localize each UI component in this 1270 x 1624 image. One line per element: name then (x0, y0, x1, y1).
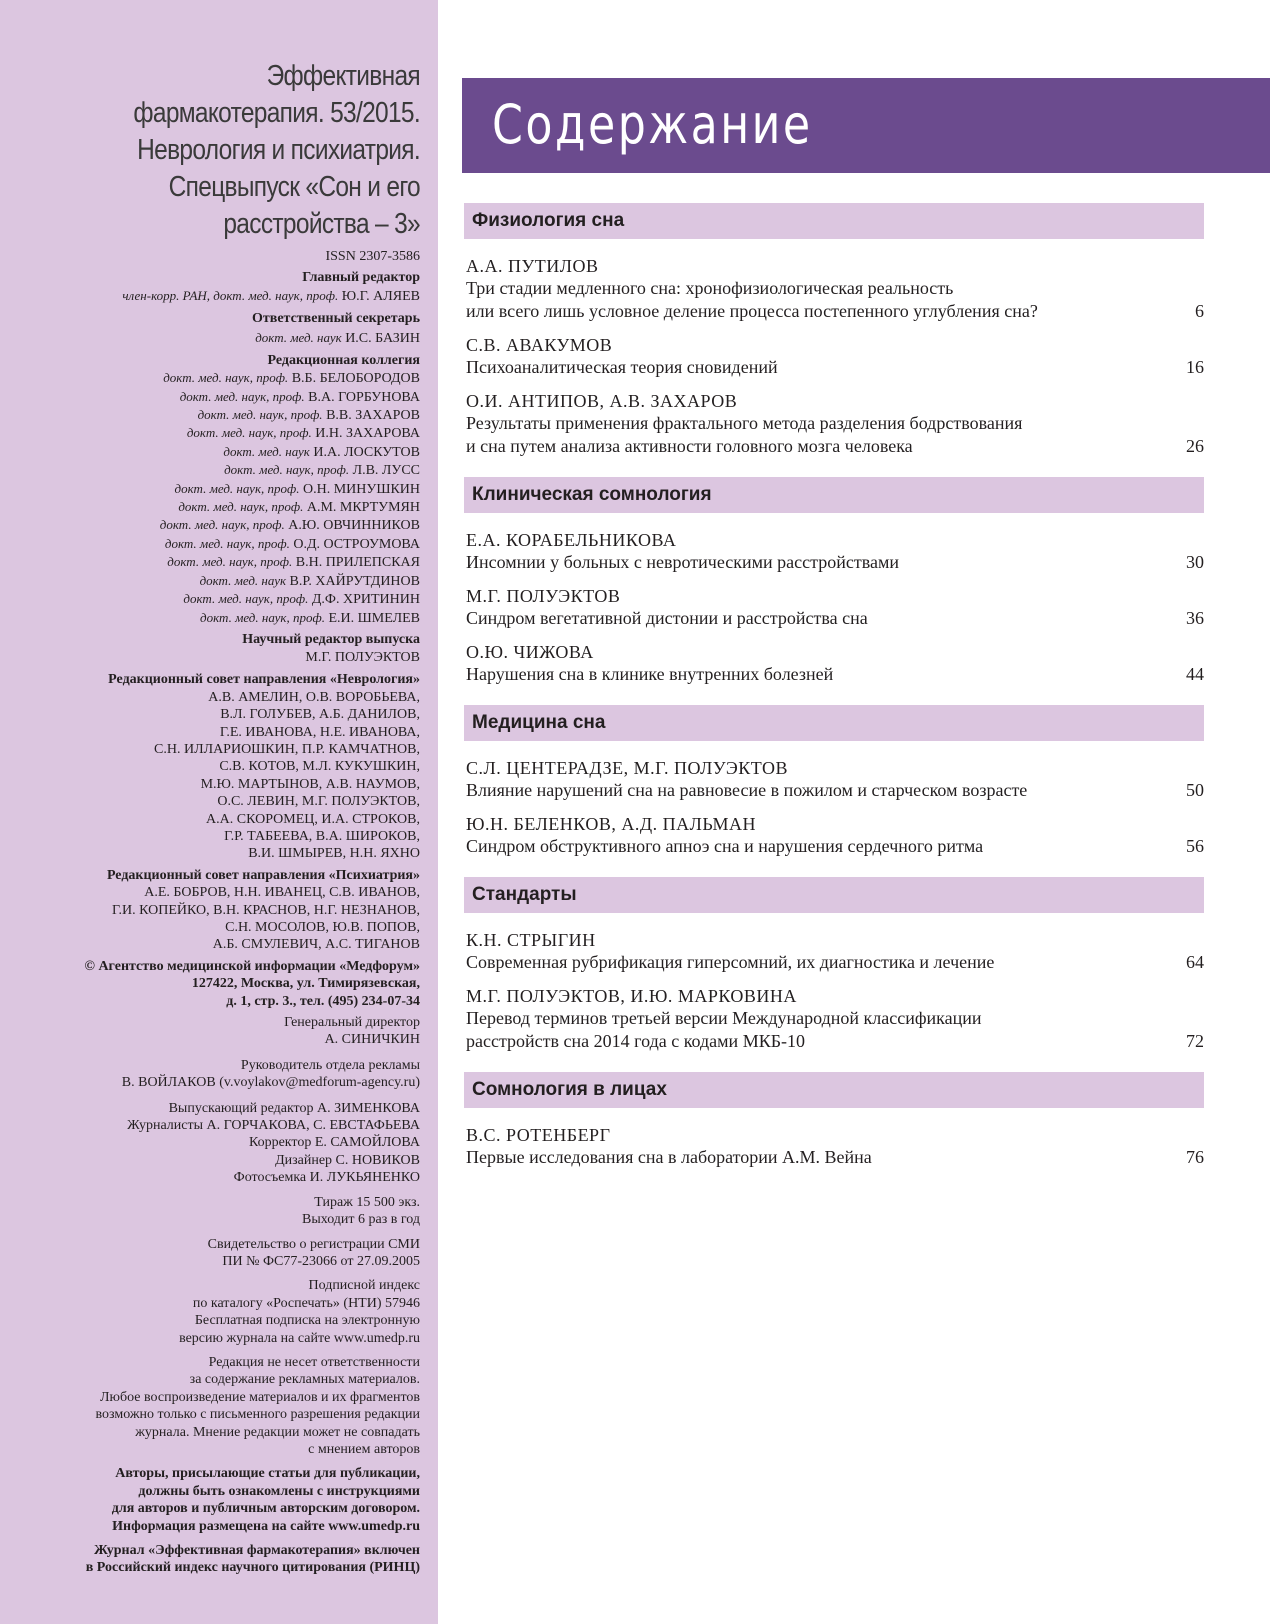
board-member (20, 609, 420, 627)
board-member (20, 406, 420, 424)
entry-authors: О.И. АНТИПОВ, А.В. ЗАХАРОВ (466, 391, 738, 411)
entry-authors: С.В. АВАКУМОВ (466, 335, 613, 355)
entry-authors: С.Л. ЦЕНТЕРАДЗЕ, М.Г. ПОЛУЭКТОВ (466, 758, 788, 778)
entry-page: 76 (1186, 1147, 1204, 1167)
subscription-line: Подписной индекс (308, 1278, 420, 1294)
subscription-line: версию журнала на сайте www.umedp.ru (179, 1330, 420, 1346)
toc-header (462, 78, 1270, 173)
disclaimer-line: возможно только с письменного разрешения редакции (95, 1407, 420, 1423)
entry-title: Влияние нарушений сна на равновесие в пожилом и старческом возрасте (466, 780, 1028, 800)
board-member-name: Е.И. ШМЕЛЕВ (328, 610, 420, 626)
entry-title: Перевод терминов третьей версии Международной классификации расстройств сна 2014 года с кодами МКБ-10 (466, 1008, 982, 1051)
publisher-line: © Агентство медицинской информации «Медфорум» (84, 958, 420, 974)
toc-entry[interactable] (464, 255, 1204, 323)
board-member-title: докт. мед. наук, проф. (200, 609, 325, 625)
chief-editor-name: Ю.Г. АЛЯЕВ (341, 289, 420, 305)
board-member (20, 480, 420, 498)
staff-line: Выпускающий редактор А. ЗИМЕНКОВА (168, 1100, 420, 1116)
entry-authors: М.Г. ПОЛУЭКТОВ (466, 586, 621, 606)
general-director-name: А. СИНИЧКИН (324, 1032, 420, 1048)
council-line: А.В. АМЕЛИН, О.В. ВОРОБЬЕВА, (208, 689, 420, 705)
imprint-content (20, 58, 420, 1577)
authors-note-line: должны быть ознакомлены с инструкциями (138, 1483, 420, 1499)
board-member-title: докт. мед. наук, проф. (186, 425, 312, 441)
board-member-name: О.Н. МИНУШКИН (303, 481, 420, 497)
council-line: А.Е. БОБРОВ, Н.Н. ИВАНЕЦ, С.В. ИВАНОВ, (144, 885, 420, 901)
disclaimer-line: за содержание рекламных материалов. (189, 1372, 420, 1388)
section-heading: Физиология сна (464, 203, 1204, 239)
entry-title: Три стадии медленного сна: хронофизиологическая реальность или всего лишь условное деление процесса постепенного углубления сна? (466, 278, 1038, 321)
board-member-name: И.А. ЛОСКУТОВ (313, 444, 420, 460)
secretary-name: И.С. БАЗИН (345, 330, 420, 346)
entry-title: Синдром обструктивного апноэ сна и нарушения сердечного ритма (466, 836, 984, 856)
board-member-title: докт. мед. наук (223, 443, 310, 459)
section-entries (464, 1108, 1204, 1188)
disclaimer-line: журнала. Мнение редакции может не совпадать (135, 1424, 420, 1440)
authors-note-line: Информация размещена на сайте www.umedp.ru (112, 1518, 420, 1534)
toc-entry[interactable] (464, 1124, 1204, 1169)
council-line: В.И. ШМЫРЕВ, Н.Н. ЯХНО (248, 846, 420, 862)
board-member-title: докт. мед. наук, проф. (178, 499, 304, 515)
toc-entry[interactable] (464, 390, 1204, 458)
disclaimer-line: с мнением авторов (308, 1441, 420, 1457)
authors-note-line: для авторов и публичным авторским договором. (111, 1501, 420, 1517)
subscription-block (20, 1277, 420, 1347)
staff-block (20, 1100, 420, 1187)
council-psychiatry (20, 867, 420, 954)
section-entries (464, 741, 1204, 877)
ads-line: Руководитель отдела рекламы (240, 1057, 420, 1073)
board-member-name: Д.Ф. ХРИТИНИН (311, 592, 420, 608)
board-member-name: В.Б. БЕЛОБОРОДОВ (291, 371, 420, 387)
subscription-line: Бесплатная подписка на электронную (194, 1313, 420, 1329)
staff-line: Корректор Е. САМОЙЛОВА (248, 1135, 420, 1151)
entry-authors: Е.А. КОРАБЕЛЬНИКОВА (466, 530, 677, 550)
toc-entry[interactable] (464, 985, 1204, 1053)
entry-title: Первые исследования сна в лаборатории А.М. Вейна (466, 1147, 872, 1167)
registration-line: ПИ № ФС77-23066 от 27.09.2005 (222, 1253, 420, 1269)
entry-title: Современная рубрификация гиперсомний, их диагностика и лечение (466, 952, 995, 972)
entry-page: 6 (1195, 301, 1204, 321)
board-member-title: докт. мед. наук, проф. (197, 407, 323, 423)
entry-authors: О.Ю. ЧИЖОВА (466, 642, 594, 662)
secretary-title: докт. мед. наук (255, 329, 342, 345)
board-member-title: докт. мед. наук, проф. (174, 480, 300, 496)
general-director-block (20, 1014, 420, 1049)
secretary-block (20, 310, 420, 347)
entry-authors: В.С. РОТЕНБЕРГ (466, 1125, 611, 1145)
board-member-title: докт. мед. наук, проф. (183, 591, 309, 607)
entry-authors: А.А. ПУТИЛОВ (466, 256, 599, 276)
entry-page: 56 (1186, 836, 1204, 856)
general-director-label: Генеральный директор (284, 1015, 420, 1031)
entry-title: Нарушения сна в клинике внутренних болезней (466, 664, 834, 684)
imprint-sidebar (0, 0, 438, 1624)
science-editor-label: Научный редактор выпуска (242, 631, 420, 647)
council-neurology (20, 671, 420, 862)
council-line: С.Н. ИЛЛАРИОШКИН, П.Р. КАМЧАТНОВ, (154, 741, 420, 757)
section-entries (464, 513, 1204, 705)
chief-editor-block (20, 269, 420, 306)
entry-authors: К.Н. СТРЫГИН (466, 930, 596, 950)
registration-block (20, 1236, 420, 1271)
board-member-title: докт. мед. наук, проф. (159, 517, 285, 533)
journal-title: Эффективная фармакотерапия. 53/2015. Неврология и психиатрия. Спецвыпуск «Сон и его расстройства – 3» (133, 60, 420, 240)
authors-note-block (20, 1465, 420, 1535)
board-member (20, 498, 420, 516)
board-member (20, 443, 420, 461)
disclaimer-line: Любое воспроизведение материалов и их фрагментов (100, 1389, 420, 1405)
index-note-line: в Российский индекс научного цитирования (РИНЦ) (85, 1560, 420, 1576)
board-member-title: докт. мед. наук (199, 572, 287, 588)
publisher-block (20, 958, 420, 1010)
board-member (20, 424, 420, 442)
board-label: Редакционная коллегия (267, 352, 420, 368)
chief-editor-title: член-корр. РАН, докт. мед. наук, проф. (122, 288, 339, 304)
publisher-line: д. 1, стр. 3., тел. (495) 234-07-34 (226, 993, 420, 1009)
toc-entry[interactable] (464, 585, 1204, 630)
board-member (20, 516, 420, 534)
science-editor-name: М.Г. ПОЛУЭКТОВ (305, 650, 420, 666)
issn: ISSN 2307-3586 (325, 249, 420, 264)
section-entries (464, 913, 1204, 1072)
entry-title: Результаты применения фрактального метода разделения бодрствования и сна путем анализа активности головного мозга человека (466, 413, 1023, 456)
council-neurology-label: Редакционный совет направления «Неврология» (108, 672, 420, 688)
ads-block (20, 1057, 420, 1092)
section-heading: Медицина сна (464, 705, 1204, 741)
board-member (20, 461, 420, 479)
council-line: О.С. ЛЕВИН, М.Г. ПОЛУЭКТОВ, (217, 794, 420, 810)
board-member-title: докт. мед. наук, проф. (179, 388, 305, 404)
council-line: Г.Р. ТАБЕЕВА, В.А. ШИРОКОВ, (224, 828, 420, 844)
disclaimer-line: Редакция не несет ответственности (208, 1354, 420, 1370)
board-member-name: И.Н. ЗАХАРОВА (315, 426, 420, 442)
entry-authors: М.Г. ПОЛУЭКТОВ, И.Ю. МАРКОВИНА (466, 986, 797, 1006)
entry-page: 36 (1186, 608, 1204, 628)
subscription-line: по каталогу «Роспечать» (НТИ) 57946 (192, 1295, 420, 1311)
index-note-block (20, 1542, 420, 1577)
entry-authors: Ю.Н. БЕЛЕНКОВ, А.Д. ПАЛЬМАН (466, 814, 756, 834)
council-line: Г.Е. ИВАНОВА, Н.Е. ИВАНОВА, (219, 724, 420, 740)
board-member-title: докт. мед. наук, проф. (163, 370, 289, 386)
board-member (20, 590, 420, 608)
council-line: А.А. СКОРОМЕЦ, И.А. СТРОКОВ, (206, 811, 420, 827)
table-of-contents (464, 203, 1204, 1188)
circulation-line: Выходит 6 раз в год (301, 1212, 420, 1228)
circulation-block (20, 1194, 420, 1229)
chief-editor-label: Главный редактор (302, 270, 420, 285)
council-psychiatry-label: Редакционный совет направления «Психиатрия» (106, 867, 420, 883)
entry-title: Инсомнии у больных с невротическими расстройствами (466, 552, 899, 572)
entry-page: 50 (1186, 780, 1204, 800)
entry-page: 72 (1186, 1031, 1204, 1051)
entry-page: 44 (1186, 664, 1204, 684)
toc-title: Содержание (492, 93, 813, 156)
board-member-name: Л.В. ЛУСС (352, 463, 420, 479)
board-member-title: докт. мед. наук, проф. (164, 535, 290, 551)
toc-entry[interactable] (464, 757, 1204, 802)
authors-note-line: Авторы, присылающие статьи для публикации, (115, 1466, 420, 1482)
ads-line: В. ВОЙЛАКОВ (v.voylakov@medforum-agency.ru) (121, 1075, 420, 1091)
staff-line: Журналисты А. ГОРЧАКОВА, С. ЕВСТАФЬЕВА (127, 1118, 420, 1134)
editorial-board (20, 352, 420, 627)
board-member-name: В.Р. ХАЙРУТДИНОВ (289, 573, 420, 589)
entry-page: 16 (1186, 357, 1204, 377)
section-heading: Сомнология в лицах (464, 1072, 1204, 1108)
entry-page: 30 (1186, 552, 1204, 572)
entry-page: 64 (1186, 952, 1204, 972)
board-member-title: докт. мед. наук, проф. (224, 462, 350, 478)
board-member-name: В.А. ГОРБУНОВА (308, 389, 420, 405)
science-editor-block (20, 631, 420, 667)
index-note-line: Журнал «Эффективная фармакотерапия» включен (93, 1543, 420, 1558)
chief-editor (20, 287, 420, 306)
board-member (20, 553, 420, 571)
toc-entry[interactable] (464, 813, 1204, 858)
board-member (20, 369, 420, 387)
toc-entry[interactable] (464, 641, 1204, 686)
board-member (20, 535, 420, 553)
section-heading: Клиническая сомнология (464, 477, 1204, 513)
secretary-label: Ответственный секретарь (252, 311, 420, 327)
section-heading: Стандарты (464, 877, 1204, 913)
board-member (20, 388, 420, 406)
entry-title: Синдром вегетативной дистонии и расстройства сна (466, 608, 868, 628)
secretary (20, 329, 420, 348)
council-line: М.Ю. МАРТЫНОВ, А.В. НАУМОВ, (200, 776, 420, 792)
board-member-name: А.М. МКРТУМЯН (306, 500, 420, 516)
entry-page: 26 (1186, 436, 1204, 456)
board-member-name: В.В. ЗАХАРОВ (326, 408, 420, 424)
council-line: С.В. КОТОВ, М.Л. КУКУШКИН, (219, 759, 420, 775)
council-line: С.Н. МОСОЛОВ, Ю.В. ПОПОВ, (225, 920, 420, 935)
council-line: В.Л. ГОЛУБЕВ, А.Б. ДАНИЛОВ, (220, 707, 420, 723)
staff-line: Дизайнер С. НОВИКОВ (275, 1152, 420, 1168)
staff-line: Фотосъемка И. ЛУКЬЯНЕНКО (233, 1170, 420, 1186)
board-member-name: В.Н. ПРИЛЕПСКАЯ (295, 555, 420, 571)
council-line: А.Б. СМУЛЕВИЧ, А.С. ТИГАНОВ (212, 937, 420, 953)
registration-line: Свидетельство о регистрации СМИ (207, 1236, 420, 1252)
board-member-name: О.Д. ОСТРОУМОВА (293, 536, 420, 552)
toc-entry[interactable] (464, 529, 1204, 574)
board-member-name: А.Ю. ОВЧИННИКОВ (288, 518, 420, 534)
entry-title: Психоаналитическая теория сновидений (466, 357, 778, 377)
board-member-title: докт. мед. наук, проф. (167, 554, 293, 570)
disclaimer-block (20, 1354, 420, 1458)
board-member (20, 572, 420, 590)
circulation-line: Тираж 15 500 экз. (314, 1194, 420, 1210)
section-entries (464, 239, 1204, 477)
toc-entry[interactable] (464, 334, 1204, 379)
toc-entry[interactable] (464, 929, 1204, 974)
publisher-line: 127422, Москва, ул. Тимирязевская, (191, 976, 420, 992)
council-line: Г.И. КОПЕЙКО, В.Н. КРАСНОВ, Н.Г. НЕЗНАНОВ, (112, 902, 420, 918)
